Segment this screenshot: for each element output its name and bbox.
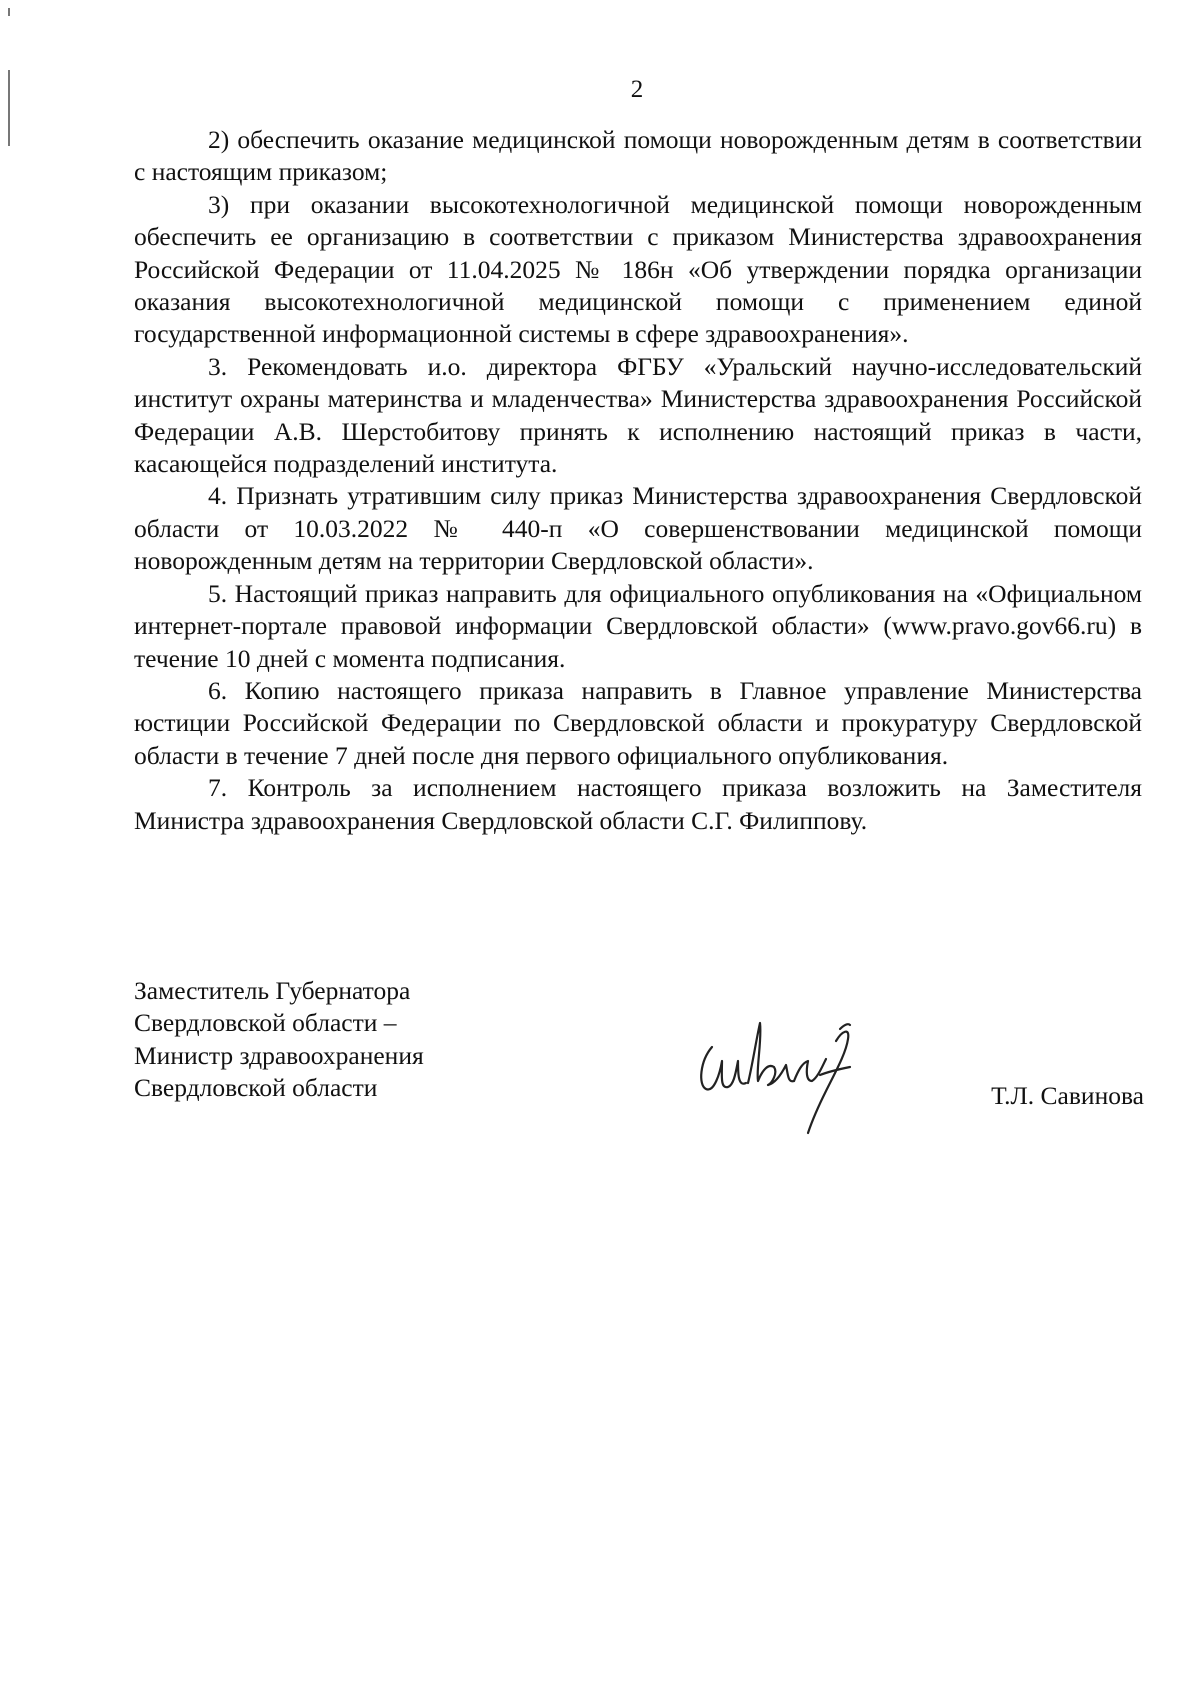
paragraph-point-7: 7. Контроль за исполнением настоящего приказа возложить на Заместителя Министра здравоохранения Свердловской области С.Г. Филиппову. [134,773,1142,835]
signer-name: Т.Л. Савинова [991,1081,1144,1110]
paragraph-point-4: 4. Признать утратившим силу приказ Министерства здравоохранения Свердловской области от 10.03.2022 № 440-п «О совершенствовании медицинской помощи новорожденным детям на территории Свердловской области». [134,481,1142,576]
signer-position [134,975,424,1105]
paragraph-item-2: 2) обеспечить оказание медицинской помощи новорожденным детям в соответствии с настоящим приказом; [134,125,1142,187]
paragraph-item-3: 3) при оказании высокотехнологичной медицинской помощи новорожденным обеспечить ее организацию в соответствии с приказом Министерства здравоохранения Российской Федерации от 11.04.2025 № 186н «Об утверждении порядка организации оказания высокотехнологичной медицинской помощи с применением единой государственной информационной системы в сфере здравоохранения». [134,189,1142,349]
signer-position-line: Свердловской области – [134,1008,397,1038]
paragraph-point-6: 6. Копию настоящего приказа направить в Главное управление Министерства юстиции Российской Федерации по Свердловской области и прокуратуру Свердловской области в течение 7 дней после дня первого официального опубликования. [134,675,1142,770]
scan-artifact-mark [8,8,10,16]
signature-block [134,975,1144,1145]
page-number: 2 [630,76,644,103]
signer-position-line: Министр здравоохранения [134,1040,424,1070]
signature-icon [690,1011,870,1139]
paragraph-point-5: 5. Настоящий приказ направить для официального опубликования на «Официальном интернет-портале правовой информации Свердловской области» (www.pravo.gov66.ru) в течение 10 дней с момента подписания. [134,578,1142,673]
signer-position-line: Заместитель Губернатора [134,976,411,1005]
document-body [134,124,1142,837]
signer-position-line: Свердловской области [134,1073,378,1103]
paragraph-point-3: 3. Рекомендовать и.о. директора ФГБУ «Уральский научно-исследовательский институт охраны материнства и младенчества» Министерства здравоохранения Российской Федерации А.В. Шерстобитову принять к исполнению настоящий приказ в части, касающейся подразделений института. [134,351,1142,479]
